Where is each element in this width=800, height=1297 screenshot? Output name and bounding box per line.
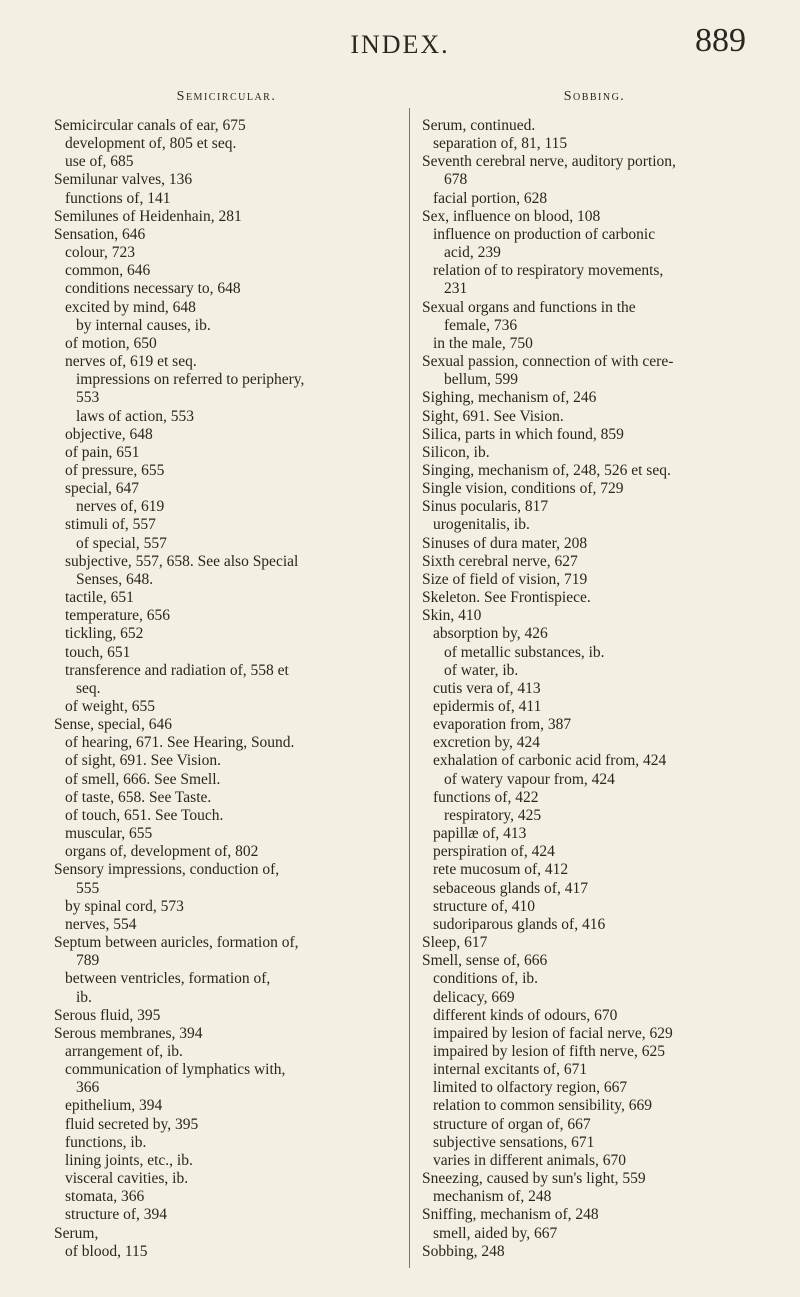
index-entry: evaporation from, 387 [433, 716, 572, 734]
index-entry: of sight, 691. See Vision. [65, 752, 221, 770]
index-entry: mechanism of, 248 [433, 1188, 552, 1206]
index-entry: Sighing, mechanism of, 246 [422, 389, 597, 407]
index-entry: of smell, 666. See Smell. [65, 770, 221, 788]
left-entries [54, 117, 399, 1261]
index-entry: excited by mind, 648 [65, 298, 196, 316]
index-entry: Serous membranes, 394 [54, 1024, 203, 1042]
index-entry: by spinal cord, 573 [65, 897, 184, 915]
index-entry: lining joints, etc., ib. [65, 1151, 193, 1169]
index-entry: smell, aided by, 667 [433, 1224, 558, 1242]
index-entry: subjective, 557, 658. See also Special [65, 552, 299, 570]
index-entry: of pressure, 655 [65, 461, 165, 479]
right-running-head: Sobbing. [563, 89, 626, 104]
index-entry: Sensory impressions, conduction of, [54, 861, 280, 879]
index-entry: conditions necessary to, 648 [65, 280, 241, 298]
index-entry: Serous fluid, 395 [54, 1006, 161, 1024]
index-entry: Sinuses of dura mater, 208 [422, 534, 588, 552]
index-entry: Skin, 410 [422, 607, 482, 625]
index-entry: communication of lymphatics with, [65, 1061, 286, 1079]
index-entry: cutis vera of, 413 [433, 679, 541, 697]
index-entry: absorption by, 426 [433, 625, 548, 643]
index-entry: of blood, 115 [65, 1242, 148, 1260]
index-entry: fluid secreted by, 395 [65, 1115, 199, 1133]
index-entry: bellum, 599 [444, 371, 519, 389]
index-entry: separation of, 81, 115 [433, 135, 568, 153]
index-entry: in the male, 750 [433, 334, 533, 352]
index-entry: functions of, 422 [433, 788, 539, 806]
index-entry: development of, 805 et seq. [65, 135, 237, 153]
index-entry: respiratory, 425 [444, 806, 542, 824]
index-entry: varies in different animals, 670 [433, 1151, 626, 1169]
index-entry: impressions on referred to periphery, [76, 371, 305, 389]
index-entry: urogenitalis, ib. [433, 516, 530, 534]
index-entry: organs of, development of, 802 [65, 843, 259, 861]
index-entry: relation to common sensibility, 669 [433, 1097, 652, 1115]
index-entry: limited to olfactory region, 667 [433, 1079, 628, 1097]
index-entry: special, 647 [65, 480, 140, 498]
index-entry: facial portion, 628 [433, 189, 548, 207]
index-entry: perspiration of, 424 [433, 843, 555, 861]
index-entry: between ventricles, formation of, [65, 970, 271, 988]
index-entry: nerves of, 619 [76, 498, 165, 516]
index-entry: internal excitants of, 671 [433, 1061, 588, 1079]
index-entry: excretion by, 424 [433, 734, 541, 752]
index-entry: stomata, 366 [65, 1188, 145, 1206]
index-entry: nerves of, 619 et seq. [65, 353, 197, 371]
index-entry: of water, ib. [444, 661, 519, 679]
index-entry: structure of, 394 [65, 1206, 168, 1224]
page-header [0, 22, 800, 72]
index-entry: Singing, mechanism of, 248, 526 et seq. [422, 461, 671, 479]
index-entry: of metallic substances, ib. [444, 643, 605, 661]
index-entry: ib. [76, 988, 92, 1006]
index-entry: Smell, sense of, 666 [422, 952, 548, 970]
index-entry: muscular, 655 [65, 825, 153, 843]
index-entry: delicacy, 669 [433, 988, 515, 1006]
index-entry: Sense, special, 646 [54, 716, 172, 734]
index-entry: of weight, 655 [65, 698, 155, 715]
index-entry: Sight, 691. See Vision. [422, 407, 564, 425]
index-entry: tickling, 652 [65, 625, 144, 643]
index-entry: seq. [76, 679, 101, 697]
index-entry: epithelium, 394 [65, 1097, 163, 1115]
index-entry: Silica, parts in which found, 859 [422, 425, 624, 443]
index-entry: common, 646 [65, 262, 151, 280]
left-column [54, 88, 399, 1261]
index-entry: epidermis of, 411 [433, 698, 542, 715]
index-entry: laws of action, 553 [76, 407, 194, 425]
index-entry: objective, 648 [65, 425, 153, 443]
index-entry: subjective sensations, 671 [433, 1133, 595, 1151]
index-entry: impaired by lesion of facial nerve, 629 [433, 1024, 673, 1042]
index-entry: Semilunes of Heidenhain, 281 [54, 207, 242, 225]
index-entry: of motion, 650 [65, 334, 157, 352]
page-title: INDEX. [350, 30, 450, 59]
index-entry: acid, 239 [444, 244, 501, 262]
index-entry: Sexual passion, connection of with cere- [422, 353, 674, 371]
index-entry: Sniffing, mechanism of, 248 [422, 1206, 599, 1224]
index-entry: sebaceous glands of, 417 [433, 879, 588, 897]
index-entry: visceral cavities, ib. [65, 1170, 189, 1188]
right-column [422, 88, 767, 1261]
index-entry: female, 736 [444, 316, 518, 334]
index-entry: Semicircular canals of ear, 675 [54, 117, 246, 134]
column-divider [409, 108, 410, 1268]
left-running-head: Semicircular. [176, 89, 277, 104]
index-entry: 553 [76, 389, 100, 407]
index-entry: of watery vapour from, 424 [444, 770, 615, 788]
index-entry: Silicon, ib. [422, 443, 490, 461]
index-entry: conditions of, ib. [433, 970, 539, 988]
index-entry: Sleep, 617 [422, 934, 488, 952]
index-entry: Skeleton. See Frontispiece. [422, 589, 591, 607]
index-entry: Sneezing, caused by sun's light, 559 [422, 1170, 646, 1188]
index-entry: 789 [76, 952, 100, 970]
index-entry: Seventh cerebral nerve, auditory portion, [422, 153, 676, 171]
index-entry: of special, 557 [76, 534, 167, 552]
index-entry: structure of organ of, 667 [433, 1115, 591, 1133]
index-entry: Sex, influence on blood, 108 [422, 207, 601, 225]
index-entry: arrangement of, ib. [65, 1042, 183, 1060]
index-entry: Size of field of vision, 719 [422, 570, 588, 588]
index-entry: Sensation, 646 [54, 225, 146, 243]
index-entry: Serum, continued. [422, 117, 536, 134]
index-entry: Septum between auricles, formation of, [54, 934, 299, 952]
index-entry: colour, 723 [65, 244, 135, 262]
index-entry: papillæ of, 413 [433, 825, 527, 843]
index-entry: 231 [444, 280, 468, 298]
index-entry: Sobbing, 248 [422, 1242, 505, 1260]
right-entries [422, 117, 767, 1261]
index-entry: 555 [76, 879, 100, 897]
index-entry: impaired by lesion of fifth nerve, 625 [433, 1042, 666, 1060]
index-entry: Serum, [54, 1224, 99, 1242]
index-entry: temperature, 656 [65, 607, 171, 625]
index-entry: stimuli of, 557 [65, 516, 156, 534]
index-entry: influence on production of carbonic [433, 225, 656, 243]
index-entry: structure of, 410 [433, 897, 536, 915]
index-entry: Sexual organs and functions in the [422, 298, 636, 316]
index-entry: 678 [444, 171, 468, 189]
index-entry: of touch, 651. See Touch. [65, 806, 224, 824]
index-entry: use of, 685 [65, 153, 134, 171]
index-entry: sudoriparous glands of, 416 [433, 915, 606, 933]
index-entry: rete mucosum of, 412 [433, 861, 569, 879]
index-entry: Sinus pocularis, 817 [422, 498, 549, 516]
index-entry: exhalation of carbonic acid from, 424 [433, 752, 667, 770]
index-entry: different kinds of odours, 670 [433, 1006, 618, 1024]
index-entry: of taste, 658. See Taste. [65, 788, 212, 806]
index-entry: by internal causes, ib. [76, 316, 211, 334]
index-entry: Semilunar valves, 136 [54, 171, 193, 189]
index-entry: relation of to respiratory movements, [433, 262, 664, 280]
index-entry: nerves, 554 [65, 915, 137, 933]
index-entry: 366 [76, 1079, 100, 1097]
index-entry: Sixth cerebral nerve, 627 [422, 552, 578, 570]
index-entry: functions of, 141 [65, 189, 171, 207]
index-entry: of pain, 651 [65, 443, 140, 461]
index-entry: transference and radiation of, 558 et [65, 661, 289, 679]
index-entry: tactile, 651 [65, 589, 134, 607]
index-entry: Senses, 648. [76, 570, 154, 588]
index-entry: Single vision, conditions of, 729 [422, 480, 624, 498]
index-entry: touch, 651 [65, 643, 131, 661]
index-entry: of hearing, 671. See Hearing, Sound. [65, 734, 295, 752]
page-number: 889 [695, 22, 746, 59]
index-entry: functions, ib. [65, 1133, 147, 1151]
